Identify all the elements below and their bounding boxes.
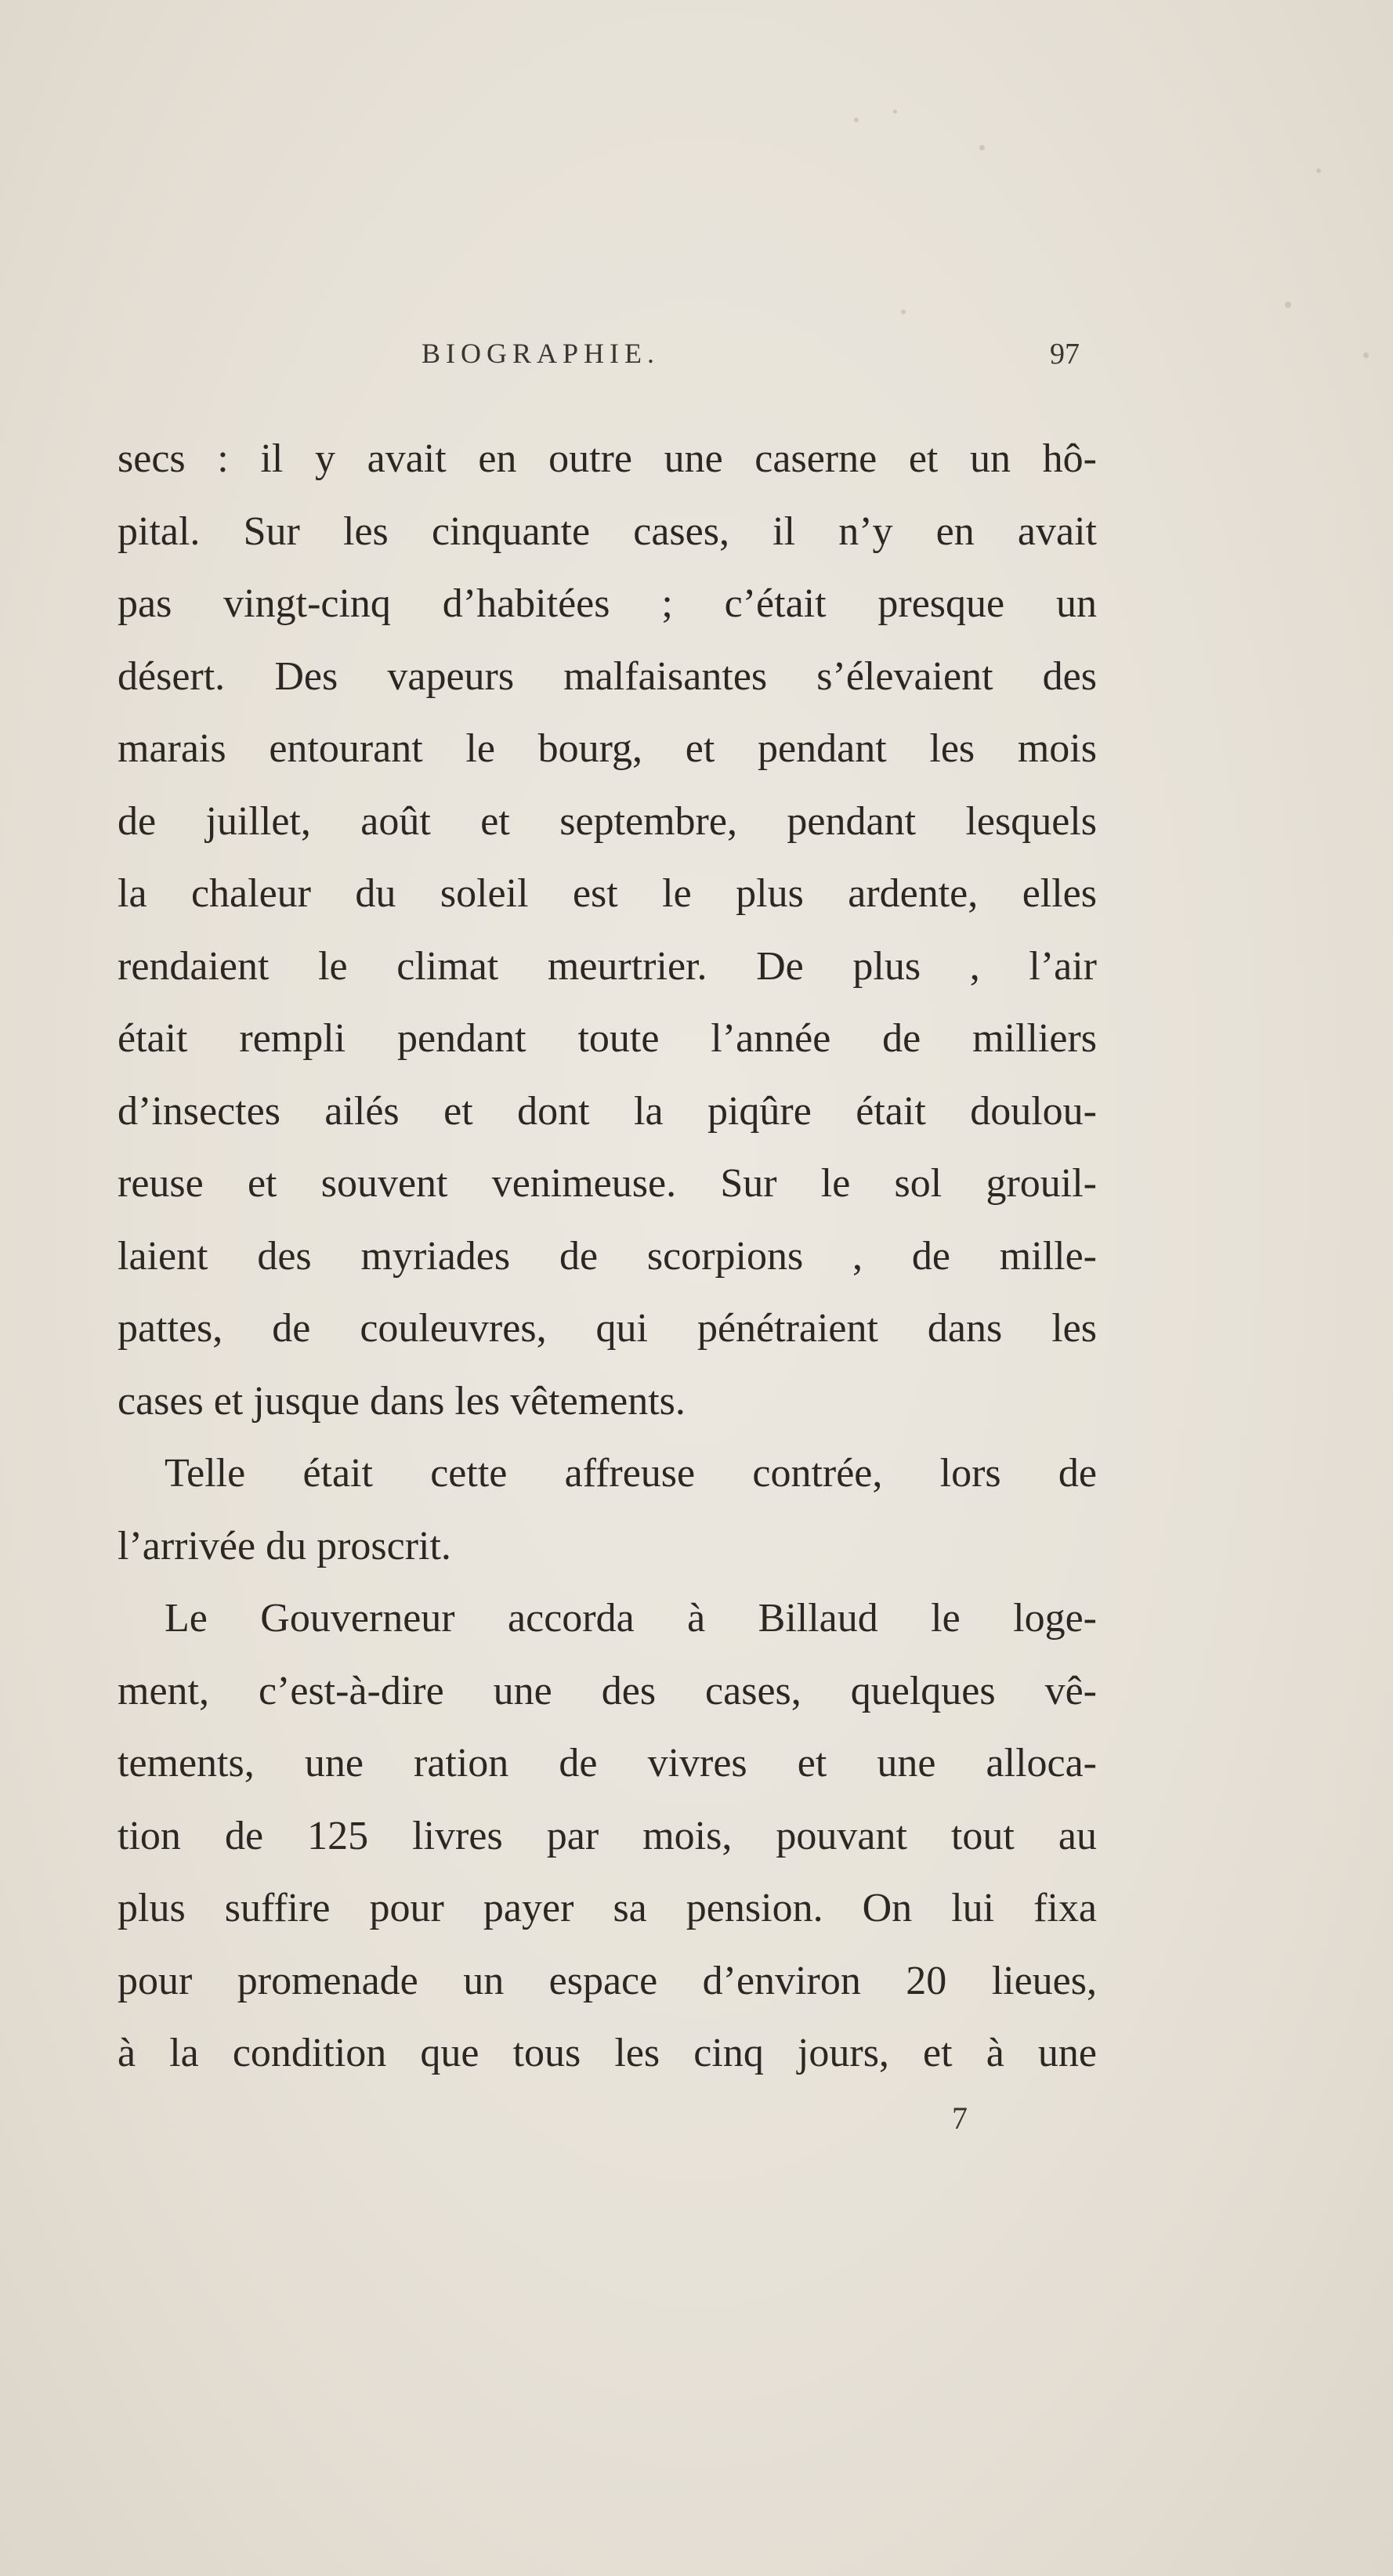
page-number: 97 xyxy=(1050,338,1080,371)
text-line: était rempli pendant toute l’année de milliers xyxy=(118,1016,1097,1061)
paper-speck xyxy=(1316,168,1321,173)
text-line: marais entourant le bourg, et pendant les mois xyxy=(118,726,1097,771)
running-title: BIOGRAPHIE. xyxy=(422,338,660,369)
paper-speck xyxy=(901,309,906,314)
paper-speck xyxy=(893,110,897,114)
text-line: reuse et souvent venimeuse. Sur le sol grouil- xyxy=(118,1161,1097,1206)
paper-speck xyxy=(1285,302,1291,308)
page-header xyxy=(124,337,1080,384)
text-line: d’insectes ailés et dont la piqûre était doulou- xyxy=(118,1088,1097,1134)
paper-speck xyxy=(854,118,859,122)
text-line: à la condition que tous les cinq jours, et à une xyxy=(118,2031,1097,2075)
text-line: désert. Des vapeurs malfaisantes s’élevaient des xyxy=(118,653,1097,699)
text-line: la chaleur du soleil est le plus ardente, elles xyxy=(118,871,1097,916)
text-line: pas vingt-cinq d’habitées ; c’était presque un xyxy=(118,581,1097,626)
text-line: Telle était cette affreuse contrée, lors de xyxy=(165,1451,1097,1496)
text-line: tements, une ration de vivres et une alloca- xyxy=(118,1741,1097,1785)
text-line: plus suffire pour payer sa pension. On lui fixa xyxy=(118,1886,1097,1930)
text-line: de juillet, août et septembre, pendant lesquels xyxy=(118,798,1097,844)
text-line: tion de 125 livres par mois, pouvant tout au xyxy=(118,1813,1097,1858)
text-line: cases et jusque dans les vêtements. xyxy=(118,1378,686,1424)
text-line: pattes, de couleuvres, qui pénétraient dans les xyxy=(118,1306,1097,1351)
text-line: Le Gouverneur accorda à Billaud le loge- xyxy=(165,1596,1097,1641)
paper-speck xyxy=(1363,353,1369,358)
text-line: l’arrivée du proscrit. xyxy=(118,1523,451,1568)
body-text xyxy=(118,423,1097,2090)
paper-speck xyxy=(979,145,985,150)
text-line: laient des myriades de scorpions , de mille- xyxy=(118,1233,1097,1279)
text-line: rendaient le climat meurtrier. De plus , l’air xyxy=(118,943,1097,989)
signature-mark: 7 xyxy=(952,2100,968,2136)
text-line: ment, c’est-à-dire une des cases, quelques vê- xyxy=(118,1668,1097,1713)
text-line: secs : il y avait en outre une caserne et un hô- xyxy=(118,436,1097,481)
text-line: pital. Sur les cinquante cases, il n’y en avait xyxy=(118,508,1097,554)
text-line: pour promenade un espace d’environ 20 lieues, xyxy=(118,1958,1097,2003)
